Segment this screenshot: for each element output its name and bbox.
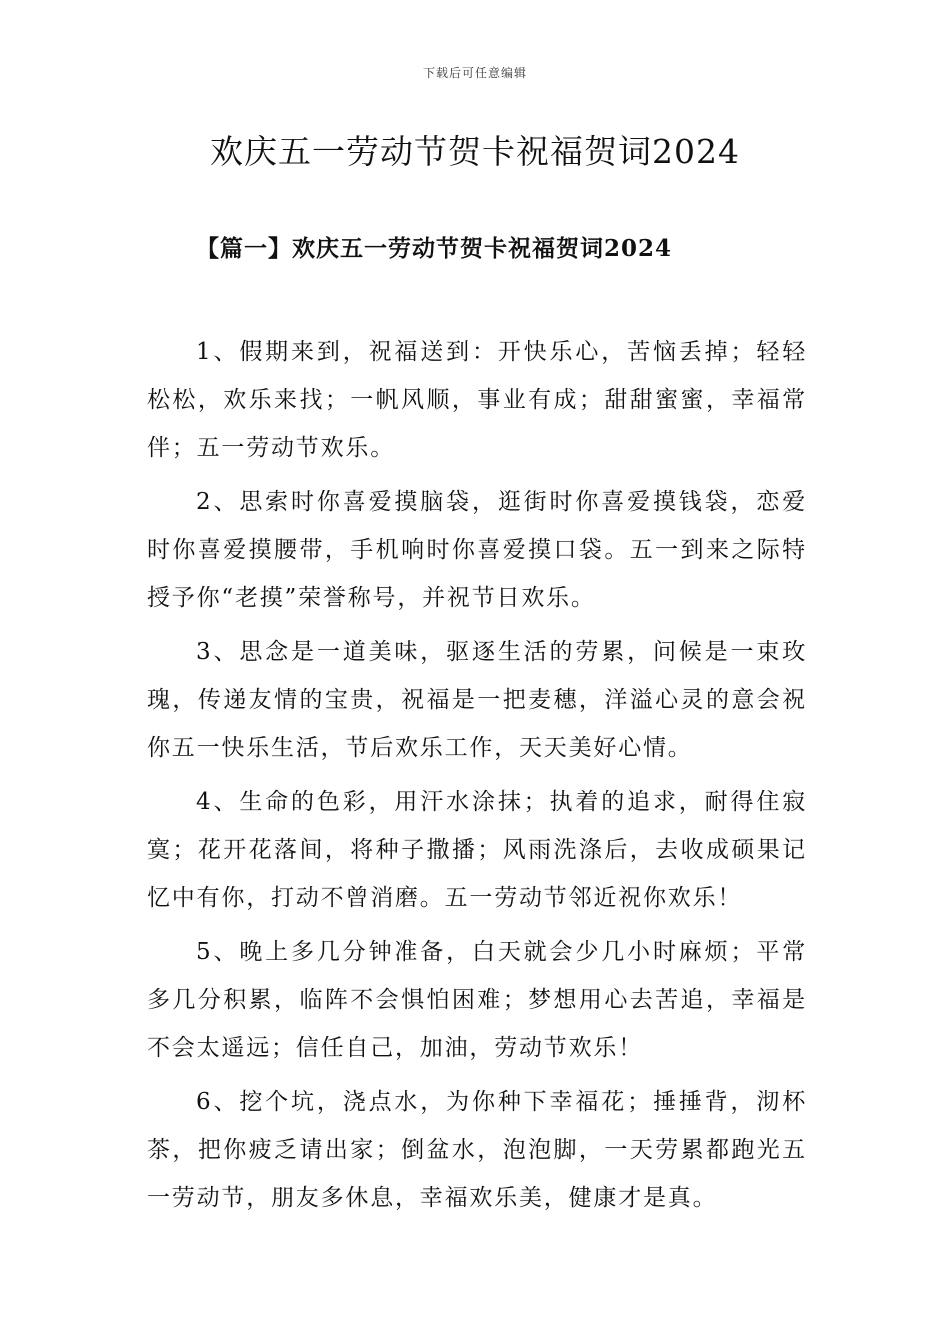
paragraph-6: 6、挖个坑，浇点水，为你种下幸福花；捶捶背，沏杯茶，把你疲乏请出家；倒盆水，泡泡脚，一天劳累都跑光五一劳动节，朋友多休息，幸福欢乐美，健康才是真。 (147, 1089, 807, 1211)
body-text (147, 328, 807, 1228)
paragraph-2: 2、思索时你喜爱摸脑袋，逛街时你喜爱摸钱袋，恋爱时你喜爱摸腰带，手机响时你喜爱摸口袋。五一到来之际特授予你“老摸”荣誉称号，并祝节日欢乐。 (147, 489, 807, 611)
paragraph-1: 1、假期来到，祝福送到：开快乐心，苦恼丢掉；轻轻松松，欢乐来找；一帆风顺，事业有成；甜甜蜜蜜，幸福常伴；五一劳动节欢乐。 (147, 339, 807, 461)
header-note: 下载后可任意编辑 (422, 66, 527, 80)
paragraph-5: 5、晚上多几分钟准备，白天就会少几小时麻烦；平常多几分积累，临阵不会惧怕困难；梦想用心去苦追，幸福是不会太遥远；信任自己，加油，劳动节欢乐！ (147, 939, 807, 1061)
page-title: 欢庆五一劳动节贺卡祝福贺词2024 (210, 132, 740, 171)
paragraph-3: 3、思念是一道美味，驱逐生活的劳累，问候是一束玫瑰，传递友情的宝贵，祝福是一把麦穗，洋溢心灵的意会祝你五一快乐生活，节后欢乐工作，天天美好心情。 (147, 639, 807, 761)
paragraph-4: 4、生命的色彩，用汗水涂抹；执着的追求，耐得住寂寞；花开花落间，将种子撒播；风雨洗涤后，去收成硕果记忆中有你，打动不曾消磨。五一劳动节邻近祝你欢乐！ (147, 789, 807, 911)
section-heading: 【篇一】欢庆五一劳动节贺卡祝福贺词2024 (196, 235, 673, 262)
